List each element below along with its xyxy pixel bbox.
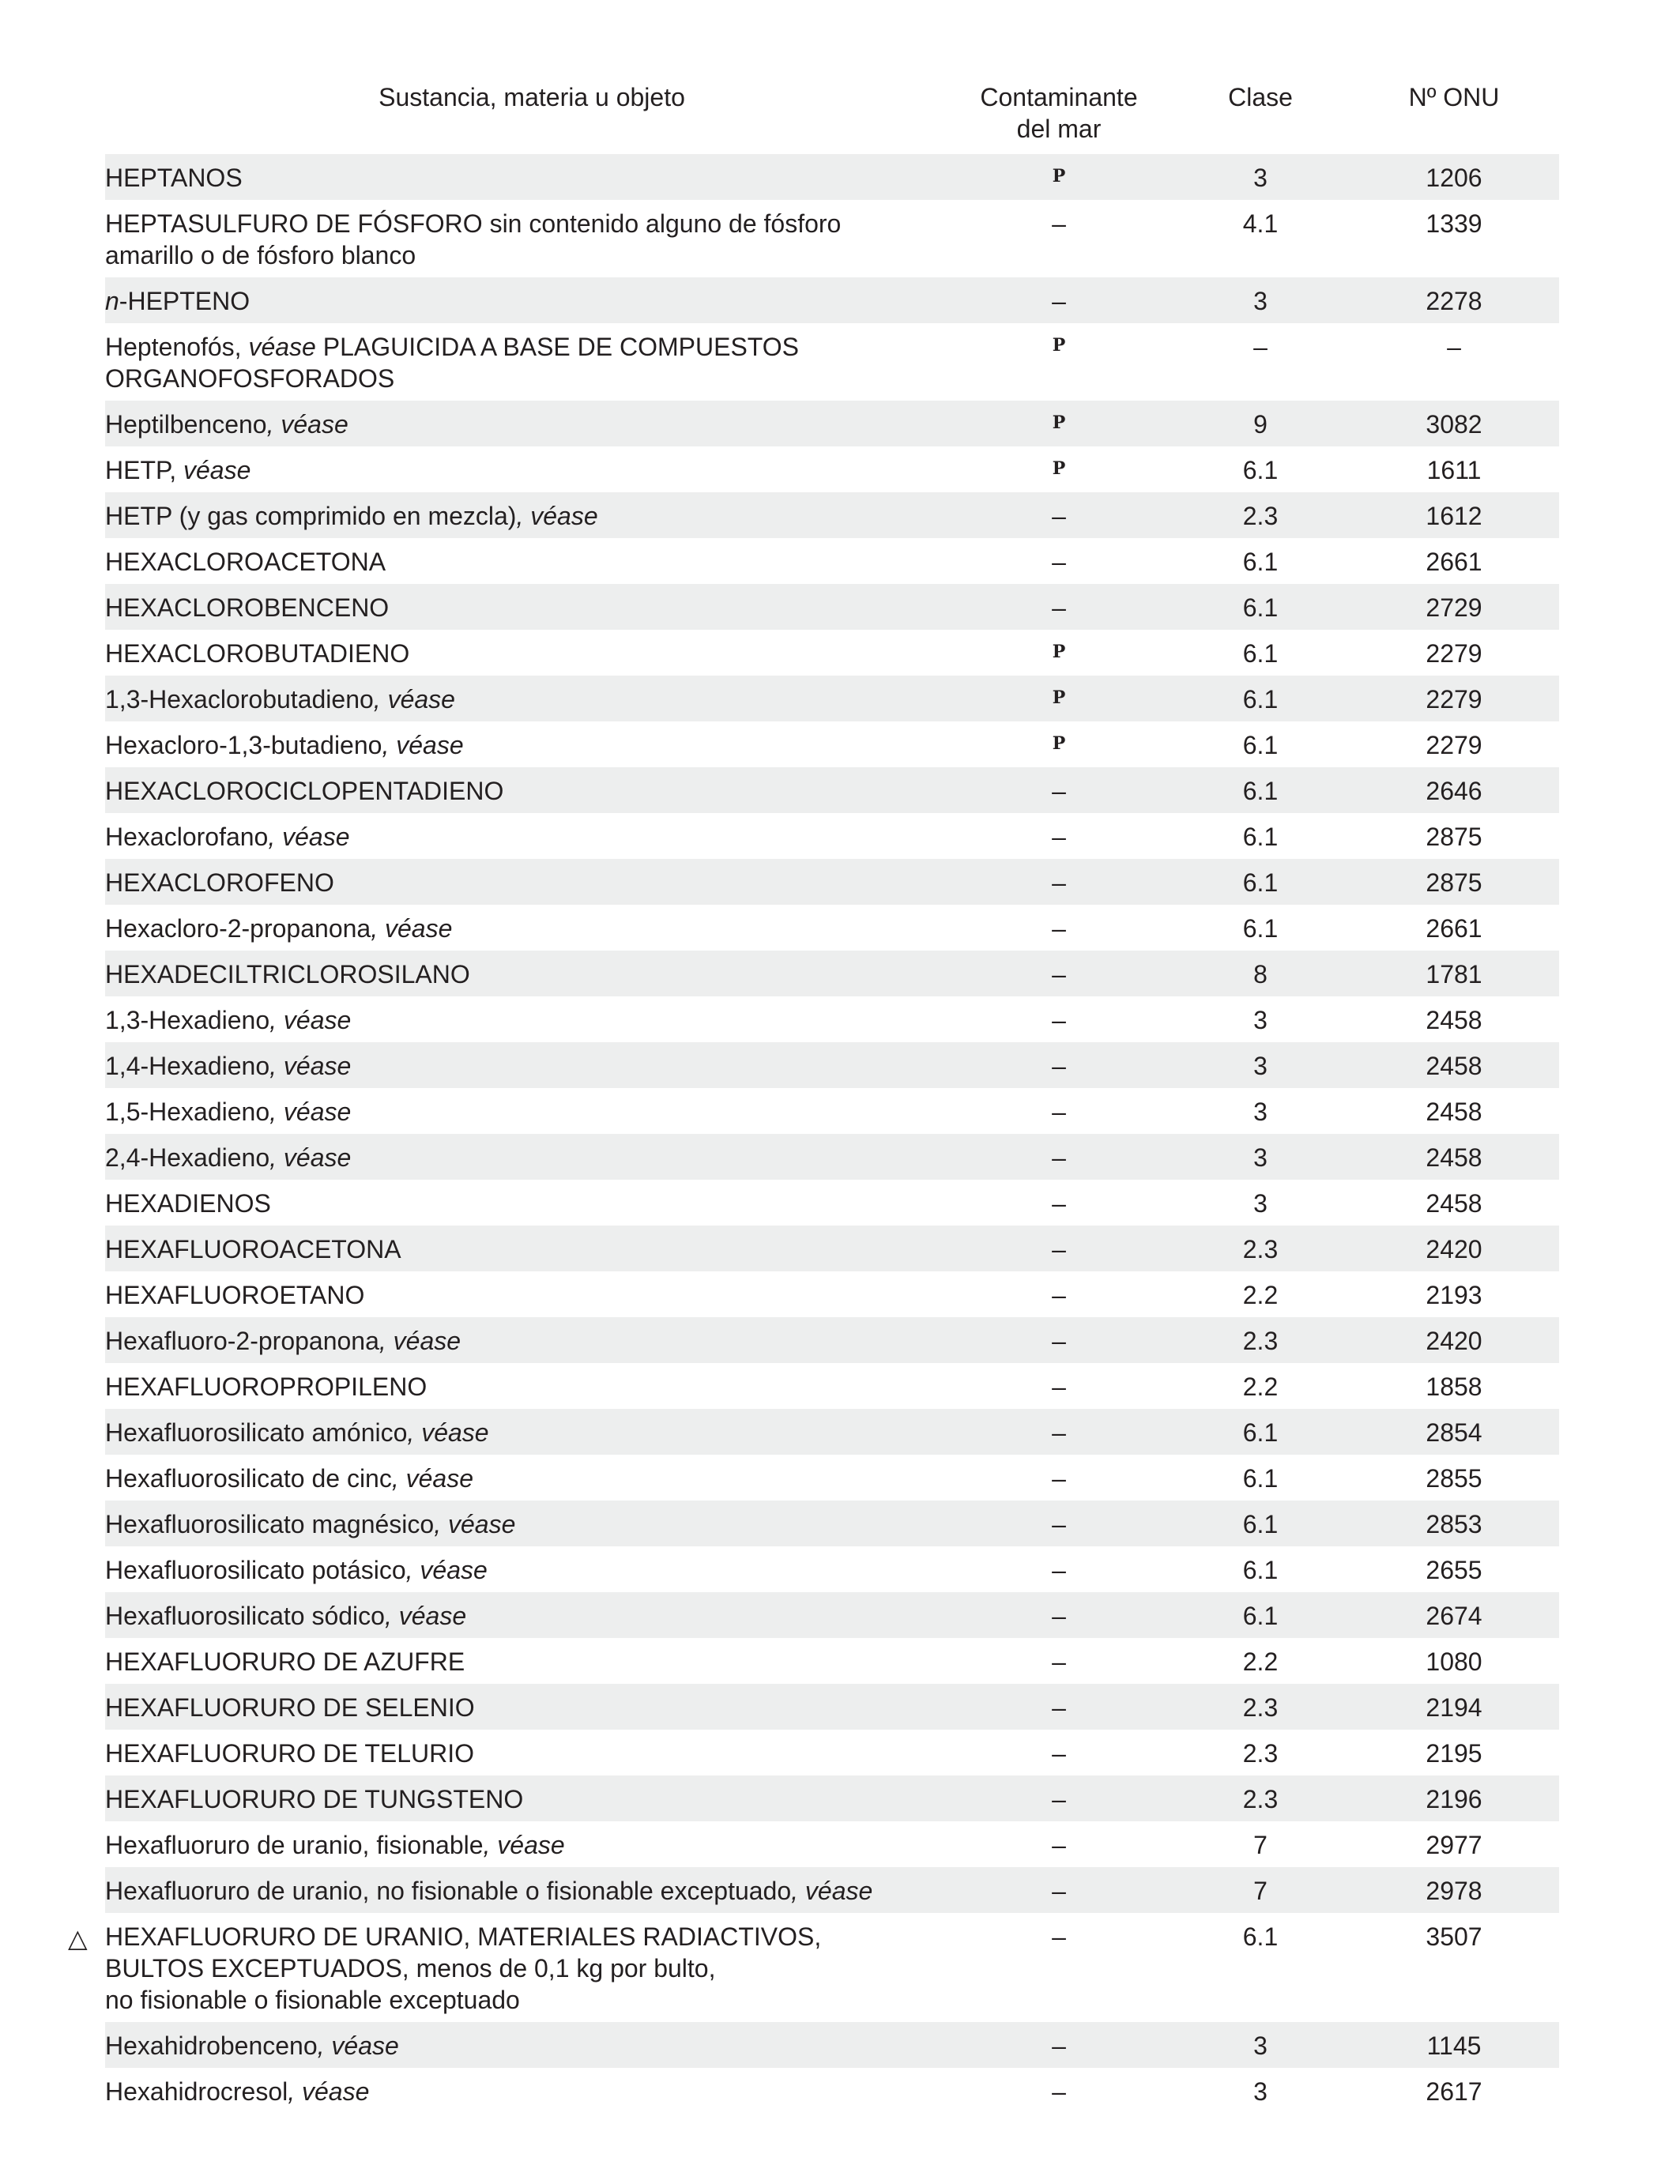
see-reference: , véase xyxy=(405,1556,488,1584)
un-number-value: 2875 xyxy=(1426,868,1482,897)
marine-pollutant-value: – xyxy=(1052,1327,1066,1355)
see-reference: , véase xyxy=(373,685,455,714)
substance-name: HEXAFLUOROETANO xyxy=(105,1281,365,1309)
class-value: 6.1 xyxy=(1242,1602,1279,1630)
class-value: 4.1 xyxy=(1242,209,1279,238)
marine-pollutant-value: – xyxy=(1052,593,1066,622)
class-value: 2.2 xyxy=(1242,1373,1279,1401)
marine-pollutant-value: – xyxy=(1052,1510,1066,1538)
substance-name: HEXADIENOS xyxy=(105,1189,271,1218)
marine-pollutant-mark: P xyxy=(1052,733,1066,754)
class-value: 2.3 xyxy=(1242,502,1279,530)
marine-pollutant-value: – xyxy=(1052,1235,1066,1263)
table-row xyxy=(0,1592,1680,1638)
substance-name: Hexafluorosilicato sódico, véase xyxy=(105,1602,467,1630)
substance-name: HEXAFLUOROPROPILENO xyxy=(105,1373,428,1401)
marine-pollutant-value: – xyxy=(1052,502,1066,530)
un-number-value: 2278 xyxy=(1426,287,1482,315)
substance-name: 1,5-Hexadieno, véase xyxy=(105,1098,352,1126)
table-row xyxy=(0,1821,1680,1867)
marine-pollutant-value: – xyxy=(1052,1281,1066,1309)
column-header-marine-pollutant-line2: del mar xyxy=(1016,115,1102,143)
table-row xyxy=(0,1363,1680,1409)
un-number-value: 2194 xyxy=(1426,1693,1482,1722)
marine-pollutant-value: – xyxy=(1052,1785,1066,1813)
substance-name: HEXACLOROCICLOPENTADIENO xyxy=(105,777,504,805)
un-number-value: 2646 xyxy=(1426,777,1482,805)
class-value: 3 xyxy=(1253,2077,1268,2106)
see-reference: , véase xyxy=(434,1510,516,1538)
see-reference: , véase xyxy=(483,1831,565,1859)
table-row xyxy=(0,154,1680,200)
un-number-value: 3507 xyxy=(1426,1922,1482,1951)
table-row xyxy=(0,1226,1680,1271)
substance-name: Hexafluorosilicato magnésico, véase xyxy=(105,1510,516,1538)
substance-name: HETP, véase xyxy=(105,456,251,484)
substance-name: Hexafluorosilicato de cinc, véase xyxy=(105,1464,474,1493)
table-row xyxy=(0,1730,1680,1775)
marine-pollutant-value: – xyxy=(1052,2031,1066,2060)
class-value: 9 xyxy=(1253,410,1268,439)
see-reference: , véase xyxy=(407,1418,489,1447)
substance-name: HEXACLOROFENO xyxy=(105,868,334,897)
substance-name: Heptenofós, véase PLAGUICIDA A BASE DE COMPUESTOS ORGANOFOSFORADOS xyxy=(105,333,799,393)
class-value: 7 xyxy=(1253,1877,1268,1905)
marine-pollutant-mark: P xyxy=(1052,458,1066,479)
see-reference: , véase xyxy=(791,1877,873,1905)
table-row xyxy=(0,446,1680,492)
un-number-value: 2458 xyxy=(1426,1098,1482,1126)
substance-name: HEXAFLUORURO DE URANIO, MATERIALES RADIACTIVOS, BULTOS EXCEPTUADOS, menos de 0,1 kg por bulto, no fisionable o fisionable exceptuado xyxy=(105,1922,822,2014)
table-row xyxy=(0,1501,1680,1546)
un-number-value: – xyxy=(1447,333,1461,361)
un-number-value: 2279 xyxy=(1426,731,1482,759)
un-number-value: 3082 xyxy=(1426,410,1482,439)
class-value: 8 xyxy=(1253,960,1268,988)
substance-name: 1,3-Hexadieno, véase xyxy=(105,1006,352,1034)
class-value: 2.2 xyxy=(1242,1281,1279,1309)
table-row xyxy=(0,996,1680,1042)
substance-name: Heptilbenceno, véase xyxy=(105,410,348,439)
un-number-value: 2875 xyxy=(1426,823,1482,851)
un-number-value: 1339 xyxy=(1426,209,1482,238)
table-row xyxy=(0,1867,1680,1913)
substance-name: HEXACLOROACETONA xyxy=(105,548,386,576)
substance-name: Hexahidrobenceno, véase xyxy=(105,2031,399,2060)
substance-name: HEXAFLUORURO DE AZUFRE xyxy=(105,1647,465,1676)
marine-pollutant-value: – xyxy=(1052,1189,1066,1218)
un-number-value: 2853 xyxy=(1426,1510,1482,1538)
un-number-value: 2661 xyxy=(1426,548,1482,576)
see-reference: , véase xyxy=(269,1052,352,1080)
class-value: 3 xyxy=(1253,1006,1268,1034)
un-number-value: 2655 xyxy=(1426,1556,1482,1584)
marine-pollutant-mark: P xyxy=(1052,335,1066,356)
un-number-value: 2617 xyxy=(1426,2077,1482,2106)
marine-pollutant-mark: P xyxy=(1052,412,1066,433)
marine-pollutant-value: – xyxy=(1052,1647,1066,1676)
see-reference: , véase xyxy=(288,2077,370,2106)
substance-name: Hexacloro-1,3-butadieno, véase xyxy=(105,731,464,759)
substance-name: HEXAFLUORURO DE SELENIO xyxy=(105,1693,475,1722)
table-row xyxy=(0,1088,1680,1134)
marine-pollutant-mark: P xyxy=(1052,687,1066,708)
marine-pollutant-value: – xyxy=(1052,1098,1066,1126)
un-number-value: 2420 xyxy=(1426,1327,1482,1355)
un-number-value: 2729 xyxy=(1426,593,1482,622)
substance-name: Hexafluorosilicato potásico, véase xyxy=(105,1556,488,1584)
table-row xyxy=(0,200,1680,277)
column-header-un-number: Nº ONU xyxy=(1408,83,1500,111)
un-number-value: 2855 xyxy=(1426,1464,1482,1493)
amendment-triangle-icon: △ xyxy=(68,1924,88,1952)
marine-pollutant-value: – xyxy=(1052,914,1066,943)
table-body xyxy=(0,154,1680,2114)
marine-pollutant-value: – xyxy=(1052,960,1066,988)
column-header-class: Clase xyxy=(1228,83,1293,111)
class-value: 3 xyxy=(1253,287,1268,315)
marine-pollutant-value: – xyxy=(1052,2077,1066,2106)
see-reference: , véase xyxy=(269,1006,352,1034)
substance-name: Hexafluoro-2-propanona, véase xyxy=(105,1327,461,1355)
class-value: 7 xyxy=(1253,1831,1268,1859)
substance-name: HEPTANOS xyxy=(105,164,243,192)
substance-name: HEXAFLUORURO DE TUNGSTENO xyxy=(105,1785,524,1813)
class-value: 6.1 xyxy=(1242,639,1279,668)
class-value: 3 xyxy=(1253,1052,1268,1080)
table-row xyxy=(0,401,1680,446)
table-row xyxy=(0,905,1680,951)
class-value: 2.3 xyxy=(1242,1785,1279,1813)
class-value: 2.3 xyxy=(1242,1235,1279,1263)
see-reference: , véase xyxy=(391,1464,474,1493)
substance-name: Hexafluoruro de uranio, no fisionable o fisionable exceptuado, véase xyxy=(105,1877,873,1905)
un-number-value: 1858 xyxy=(1426,1373,1482,1401)
un-number-value: 1611 xyxy=(1426,456,1482,484)
class-value: 6.1 xyxy=(1242,1510,1279,1538)
marine-pollutant-value: – xyxy=(1052,823,1066,851)
substance-name: 1,4-Hexadieno, véase xyxy=(105,1052,352,1080)
un-number-value: 2458 xyxy=(1426,1143,1482,1172)
see-reference: , véase xyxy=(516,502,598,530)
un-number-value: 2977 xyxy=(1426,1831,1482,1859)
marine-pollutant-value: – xyxy=(1052,1418,1066,1447)
marine-pollutant-value: – xyxy=(1052,777,1066,805)
table-row xyxy=(0,492,1680,538)
table-row xyxy=(0,2022,1680,2068)
table-row xyxy=(0,1913,1680,2022)
table-row xyxy=(0,538,1680,584)
table-header xyxy=(0,0,1680,154)
table-row xyxy=(0,1271,1680,1317)
class-value: 6.1 xyxy=(1242,1922,1279,1951)
table-row xyxy=(0,767,1680,813)
table-row xyxy=(0,1180,1680,1226)
class-value: 6.1 xyxy=(1242,1556,1279,1584)
see-reference: , véase xyxy=(269,1143,352,1172)
marine-pollutant-value: – xyxy=(1052,1831,1066,1859)
see-reference: véase xyxy=(183,456,251,484)
column-header-substance: Sustancia, materia u objeto xyxy=(379,83,685,111)
table-row xyxy=(0,1775,1680,1821)
table-row xyxy=(0,1684,1680,1730)
marine-pollutant-value: – xyxy=(1052,1877,1066,1905)
table-row xyxy=(0,1638,1680,1684)
class-value: 2.3 xyxy=(1242,1327,1279,1355)
un-number-value: 1612 xyxy=(1426,502,1482,530)
column-header-marine-pollutant-line1: Contaminante xyxy=(980,83,1138,111)
marine-pollutant-value: – xyxy=(1052,1143,1066,1172)
un-number-value: 1145 xyxy=(1426,2031,1482,2060)
marine-pollutant-value: – xyxy=(1052,1739,1066,1768)
un-number-value: 2196 xyxy=(1426,1785,1482,1813)
table-row xyxy=(0,951,1680,996)
class-value: 6.1 xyxy=(1242,456,1279,484)
table-row xyxy=(0,1546,1680,1592)
substance-name: HEXAFLUOROACETONA xyxy=(105,1235,401,1263)
substance-name: 1,3-Hexaclorobutadieno, véase xyxy=(105,685,455,714)
table-row xyxy=(0,1409,1680,1455)
table-row xyxy=(0,1317,1680,1363)
see-reference: véase xyxy=(248,333,316,361)
class-value: 2.3 xyxy=(1242,1739,1279,1768)
un-number-value: 2420 xyxy=(1426,1235,1482,1263)
marine-pollutant-value: – xyxy=(1052,209,1066,238)
class-value: 6.1 xyxy=(1242,548,1279,576)
class-value: 2.3 xyxy=(1242,1693,1279,1722)
class-value: 6.1 xyxy=(1242,914,1279,943)
class-value: 2.2 xyxy=(1242,1647,1279,1676)
class-value: 3 xyxy=(1253,164,1268,192)
substance-name: Hexafluoruro de uranio, fisionable, véase xyxy=(105,1831,565,1859)
table-row xyxy=(0,584,1680,630)
un-number-value: 1080 xyxy=(1426,1647,1482,1676)
substance-name: HEXADECILTRICLOROSILANO xyxy=(105,960,470,988)
marine-pollutant-value: – xyxy=(1052,1464,1066,1493)
substance-name: Hexahidrocresol, véase xyxy=(105,2077,370,2106)
table-row xyxy=(0,676,1680,721)
substance-name: HEXACLOROBENCENO xyxy=(105,593,390,622)
table-row xyxy=(0,721,1680,767)
substance-name: Hexafluorosilicato amónico, véase xyxy=(105,1418,489,1447)
class-value: – xyxy=(1253,333,1268,361)
marine-pollutant-mark: P xyxy=(1052,642,1066,662)
class-value: 6.1 xyxy=(1242,777,1279,805)
un-number-value: 2193 xyxy=(1426,1281,1482,1309)
un-number-value: 2854 xyxy=(1426,1418,1482,1447)
substance-name: n-HEPTENO xyxy=(105,287,250,315)
table-row xyxy=(0,1134,1680,1180)
class-value: 6.1 xyxy=(1242,868,1279,897)
un-number-value: 2661 xyxy=(1426,914,1482,943)
column-header-marine-pollutant xyxy=(932,81,1185,145)
table-row xyxy=(0,813,1680,859)
substance-name: HEXACLOROBUTADIENO xyxy=(105,639,410,668)
class-value: 6.1 xyxy=(1242,1464,1279,1493)
substance-name: Hexacloro-2-propanona, véase xyxy=(105,914,453,943)
un-number-value: 2279 xyxy=(1426,639,1482,668)
see-reference: , véase xyxy=(382,731,464,759)
see-reference: , véase xyxy=(268,823,350,851)
italic-prefix: n xyxy=(105,287,119,315)
table-row xyxy=(0,859,1680,905)
marine-pollutant-value: – xyxy=(1052,868,1066,897)
table-row xyxy=(0,1042,1680,1088)
marine-pollutant-value: – xyxy=(1052,1922,1066,1951)
see-reference: , véase xyxy=(317,2031,399,2060)
un-number-value: 2978 xyxy=(1426,1877,1482,1905)
class-value: 6.1 xyxy=(1242,593,1279,622)
class-value: 3 xyxy=(1253,1143,1268,1172)
see-reference: , véase xyxy=(379,1327,461,1355)
class-value: 3 xyxy=(1253,1189,1268,1218)
un-number-value: 2279 xyxy=(1426,685,1482,714)
marine-pollutant-value: – xyxy=(1052,548,1066,576)
table-row xyxy=(0,1455,1680,1501)
un-number-value: 2458 xyxy=(1426,1189,1482,1218)
class-value: 6.1 xyxy=(1242,823,1279,851)
table-row xyxy=(0,630,1680,676)
substance-name: HEXAFLUORURO DE TELURIO xyxy=(105,1739,475,1768)
see-reference: , véase xyxy=(266,410,348,439)
substance-name: HETP (y gas comprimido en mezcla), véase xyxy=(105,502,598,530)
un-number-value: 2458 xyxy=(1426,1052,1482,1080)
un-number-value: 1206 xyxy=(1426,164,1482,192)
class-value: 3 xyxy=(1253,2031,1268,2060)
substance-name: HEPTASULFURO DE FÓSFORO sin contenido alguno de fósforo amarillo o de fósforo blanco xyxy=(105,209,842,269)
un-number-value: 2674 xyxy=(1426,1602,1482,1630)
table-row xyxy=(0,323,1680,401)
table-row xyxy=(0,277,1680,323)
marine-pollutant-value: – xyxy=(1052,1006,1066,1034)
marine-pollutant-value: – xyxy=(1052,1556,1066,1584)
class-value: 6.1 xyxy=(1242,1418,1279,1447)
substance-name: Hexaclorofano, véase xyxy=(105,823,350,851)
see-reference: , véase xyxy=(269,1098,352,1126)
marine-pollutant-value: – xyxy=(1052,1602,1066,1630)
class-value: 6.1 xyxy=(1242,685,1279,714)
see-reference: , véase xyxy=(384,1602,467,1630)
table-row xyxy=(0,2068,1680,2114)
see-reference: , véase xyxy=(371,914,453,943)
marine-pollutant-value: – xyxy=(1052,1693,1066,1722)
un-number-value: 1781 xyxy=(1426,960,1482,988)
un-number-value: 2195 xyxy=(1426,1739,1482,1768)
marine-pollutant-value: – xyxy=(1052,1373,1066,1401)
substance-name: 2,4-Hexadieno, véase xyxy=(105,1143,352,1172)
marine-pollutant-mark: P xyxy=(1052,166,1066,186)
marine-pollutant-value: – xyxy=(1052,287,1066,315)
un-number-value: 2458 xyxy=(1426,1006,1482,1034)
marine-pollutant-value: – xyxy=(1052,1052,1066,1080)
class-value: 3 xyxy=(1253,1098,1268,1126)
class-value: 6.1 xyxy=(1242,731,1279,759)
